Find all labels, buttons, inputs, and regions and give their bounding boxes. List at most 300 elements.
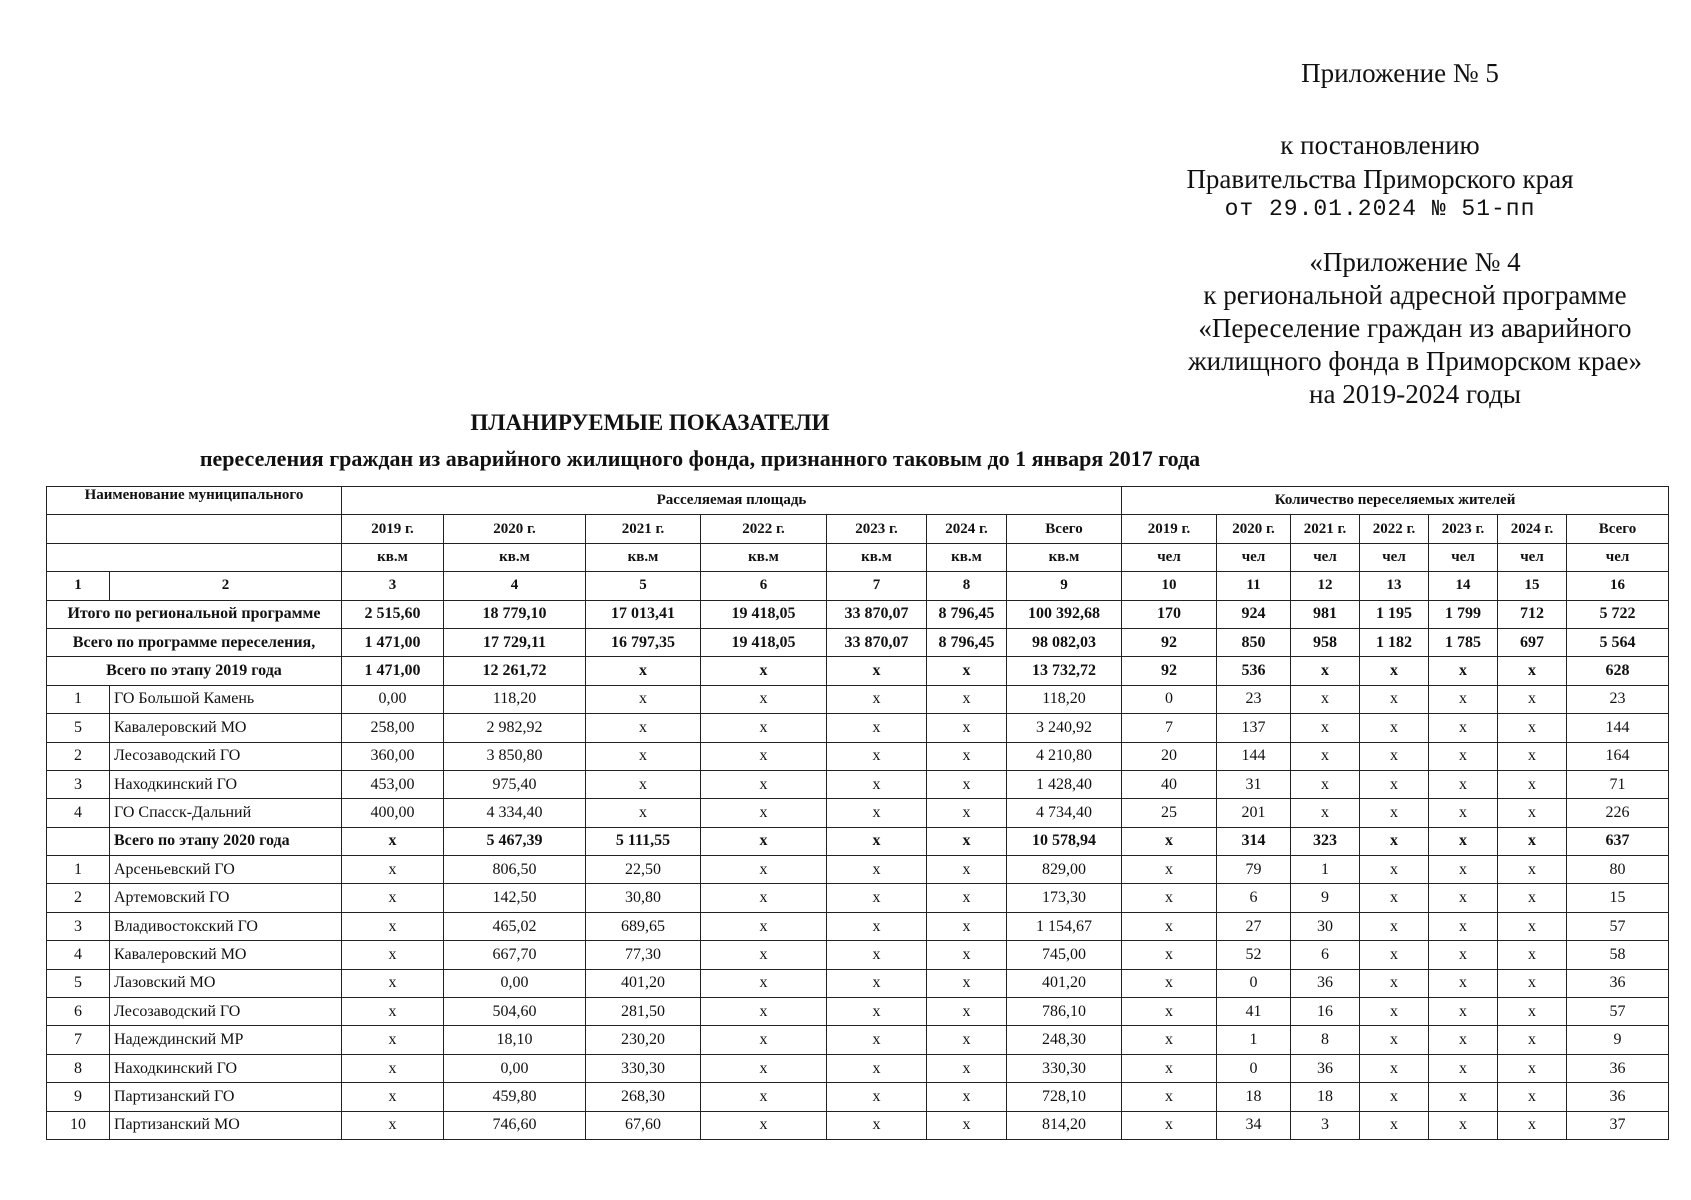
row-number-cell: 3 <box>47 912 110 940</box>
value-cell: х <box>1122 1083 1217 1111</box>
value-cell: х <box>342 1026 444 1054</box>
summary-value-cell: 16 797,35 <box>586 628 701 656</box>
value-cell: 1 154,67 <box>1007 912 1122 940</box>
value-cell: х <box>586 742 701 770</box>
header-empty-cell <box>47 515 342 543</box>
value-cell: х <box>701 969 827 997</box>
value-cell: х <box>1429 742 1498 770</box>
value-cell: 975,40 <box>444 770 586 798</box>
value-cell: 281,50 <box>586 998 701 1026</box>
value-cell: 77,30 <box>586 941 701 969</box>
row-number-cell: 5 <box>47 714 110 742</box>
municipality-name-cell: Лазовский МО <box>110 969 342 997</box>
municipality-name-cell: Находкинский ГО <box>110 1054 342 1082</box>
municipality-name-cell: ГО Спасск-Дальний <box>110 799 342 827</box>
row-number-cell: 3 <box>47 770 110 798</box>
value-cell: 15 <box>1567 884 1669 912</box>
column-number-cell: 6 <box>701 572 827 600</box>
summary-row <box>47 628 1669 656</box>
header-unit-cell: чел <box>1567 543 1669 571</box>
value-cell: х <box>827 1054 927 1082</box>
value-cell: х <box>701 827 827 855</box>
value-cell: х <box>1122 998 1217 1026</box>
annex-number: Приложение № 5 <box>1301 58 1499 88</box>
value-cell: 226 <box>1567 799 1669 827</box>
value-cell: 173,30 <box>1007 884 1122 912</box>
summary-value-cell: 2 515,60 <box>342 600 444 628</box>
summary-value-cell: 981 <box>1291 600 1360 628</box>
value-cell: 16 <box>1291 998 1360 1026</box>
summary-value-cell: 13 732,72 <box>1007 657 1122 685</box>
value-cell: х <box>701 884 827 912</box>
row-number-cell: 2 <box>47 742 110 770</box>
header-unit-cell: чел <box>1291 543 1360 571</box>
summary-value-cell: 5 564 <box>1567 628 1669 656</box>
summary-value-cell: 1 785 <box>1429 628 1498 656</box>
value-cell: 164 <box>1567 742 1669 770</box>
header-year-cell: Всего <box>1007 515 1122 543</box>
value-cell: х <box>701 856 827 884</box>
value-cell: х <box>1360 998 1429 1026</box>
table-row <box>47 1026 1669 1054</box>
column-number-cell: 7 <box>827 572 927 600</box>
value-cell: х <box>342 827 444 855</box>
value-cell: 0,00 <box>342 685 444 713</box>
value-cell: 459,80 <box>444 1083 586 1111</box>
header-row-years <box>47 515 1669 543</box>
value-cell: х <box>1291 742 1360 770</box>
column-number-cell: 9 <box>1007 572 1122 600</box>
value-cell: х <box>1429 1111 1498 1139</box>
row-number-cell: 4 <box>47 941 110 969</box>
summary-value-cell: 170 <box>1122 600 1217 628</box>
value-cell: 314 <box>1217 827 1291 855</box>
summary-value-cell: 98 082,03 <box>1007 628 1122 656</box>
table-row <box>47 742 1669 770</box>
summary-value-cell: х <box>1498 657 1567 685</box>
value-cell: х <box>927 912 1007 940</box>
value-cell: 52 <box>1217 941 1291 969</box>
column-number-cell: 13 <box>1360 572 1429 600</box>
value-cell: 230,20 <box>586 1026 701 1054</box>
value-cell: х <box>1122 912 1217 940</box>
value-cell: х <box>827 941 927 969</box>
municipality-name-cell: Кавалеровский МО <box>110 941 342 969</box>
summary-value-cell: 17 729,11 <box>444 628 586 656</box>
value-cell: х <box>927 827 1007 855</box>
value-cell: 728,10 <box>1007 1083 1122 1111</box>
summary-value-cell: 18 779,10 <box>444 600 586 628</box>
value-cell: х <box>927 856 1007 884</box>
value-cell: 330,30 <box>586 1054 701 1082</box>
summary-value-cell: х <box>927 657 1007 685</box>
value-cell: 9 <box>1291 884 1360 912</box>
value-cell: 30 <box>1291 912 1360 940</box>
value-cell: х <box>701 1026 827 1054</box>
header-municipality: Наименование муниципального <box>47 487 342 515</box>
summary-value-cell: х <box>1429 657 1498 685</box>
value-cell: х <box>701 998 827 1026</box>
column-number-cell: 14 <box>1429 572 1498 600</box>
header-row-groups <box>47 487 1669 515</box>
value-cell: х <box>1360 912 1429 940</box>
header-year-cell: 2020 г. <box>444 515 586 543</box>
value-cell: х <box>1498 714 1567 742</box>
value-cell: 1 428,40 <box>1007 770 1122 798</box>
value-cell: х <box>1360 884 1429 912</box>
value-cell: х <box>342 941 444 969</box>
header-people: Количество переселяемых жителей <box>1122 487 1669 515</box>
summary-value-cell: 33 870,07 <box>827 628 927 656</box>
document-title: ПЛАНИРУЕМЫЕ ПОКАЗАТЕЛИ <box>470 410 830 435</box>
value-cell: х <box>1498 1054 1567 1082</box>
summary-label-cell: Всего по этапу 2019 года <box>47 657 342 685</box>
column-number-cell: 4 <box>444 572 586 600</box>
value-cell: х <box>927 1026 1007 1054</box>
summary-value-cell: 5 722 <box>1567 600 1669 628</box>
value-cell: х <box>1360 941 1429 969</box>
value-cell: х <box>586 770 701 798</box>
value-cell: х <box>827 1083 927 1111</box>
header-year-cell: Всего <box>1567 515 1669 543</box>
value-cell: х <box>827 998 927 1026</box>
value-cell: 22,50 <box>586 856 701 884</box>
stage-label-cell: Всего по этапу 2020 года <box>110 827 342 855</box>
row-number-cell: 1 <box>47 685 110 713</box>
value-cell: 25 <box>1122 799 1217 827</box>
value-cell: 0,00 <box>444 1054 586 1082</box>
summary-value-cell: 12 261,72 <box>444 657 586 685</box>
value-cell: 118,20 <box>1007 685 1122 713</box>
summary-value-cell: 8 796,45 <box>927 628 1007 656</box>
municipality-name-cell: Партизанский ГО <box>110 1083 342 1111</box>
summary-value-cell: 697 <box>1498 628 1567 656</box>
value-cell: 3 850,80 <box>444 742 586 770</box>
value-cell: х <box>701 685 827 713</box>
value-cell: 118,20 <box>444 685 586 713</box>
value-cell: 330,30 <box>1007 1054 1122 1082</box>
row-number-cell: 4 <box>47 799 110 827</box>
header-unit-cell: кв.м <box>827 543 927 571</box>
value-cell: х <box>1429 969 1498 997</box>
header-year-cell: 2022 г. <box>701 515 827 543</box>
header-unit-cell: кв.м <box>1007 543 1122 571</box>
value-cell: 9 <box>1567 1026 1669 1054</box>
value-cell: 268,30 <box>586 1083 701 1111</box>
value-cell: х <box>927 1111 1007 1139</box>
value-cell: 34 <box>1217 1111 1291 1139</box>
value-cell: х <box>1291 685 1360 713</box>
header-row-units <box>47 543 1669 571</box>
value-cell: х <box>1122 1111 1217 1139</box>
annex4-line-5: на 2019-2024 годы <box>1309 379 1521 409</box>
value-cell: х <box>701 770 827 798</box>
table-row <box>47 969 1669 997</box>
column-number-cell: 3 <box>342 572 444 600</box>
value-cell: 36 <box>1567 1054 1669 1082</box>
municipality-name-cell: ГО Большой Камень <box>110 685 342 713</box>
summary-value-cell: 100 392,68 <box>1007 600 1122 628</box>
value-cell: х <box>1498 1083 1567 1111</box>
value-cell: 8 <box>1291 1026 1360 1054</box>
value-cell: х <box>1360 799 1429 827</box>
summary-value-cell: 33 870,07 <box>827 600 927 628</box>
value-cell: 0 <box>1217 1054 1291 1082</box>
value-cell: х <box>1498 969 1567 997</box>
header-unit-cell: чел <box>1429 543 1498 571</box>
value-cell: 401,20 <box>1007 969 1122 997</box>
summary-value-cell: 1 471,00 <box>342 628 444 656</box>
summary-value-cell: х <box>1360 657 1429 685</box>
column-number-cell: 2 <box>110 572 342 600</box>
row-number-cell: 8 <box>47 1054 110 1082</box>
value-cell: х <box>827 714 927 742</box>
table-row <box>47 884 1669 912</box>
row-number-cell: 5 <box>47 969 110 997</box>
header-unit-cell: чел <box>1360 543 1429 571</box>
value-cell: 36 <box>1567 969 1669 997</box>
header-unit-cell: чел <box>1122 543 1217 571</box>
row-number-cell: 1 <box>47 856 110 884</box>
header-row-column-numbers <box>47 572 1669 600</box>
row-number-cell: 7 <box>47 1026 110 1054</box>
column-number-cell: 12 <box>1291 572 1360 600</box>
value-cell: х <box>1429 827 1498 855</box>
value-cell: х <box>1498 799 1567 827</box>
value-cell: 144 <box>1217 742 1291 770</box>
summary-row <box>47 657 1669 685</box>
summary-value-cell: х <box>827 657 927 685</box>
row-number-cell: 10 <box>47 1111 110 1139</box>
value-cell: х <box>827 827 927 855</box>
municipality-name-cell: Артемовский ГО <box>110 884 342 912</box>
value-cell: 37 <box>1567 1111 1669 1139</box>
value-cell: 360,00 <box>342 742 444 770</box>
value-cell: х <box>927 941 1007 969</box>
document-subtitle: переселения граждан из аварийного жилищного фонда, признанного таковым до 1 января 2017 года <box>199 446 1201 471</box>
summary-value-cell: 1 182 <box>1360 628 1429 656</box>
row-number-cell: 2 <box>47 884 110 912</box>
value-cell: х <box>701 1083 827 1111</box>
value-cell: х <box>701 742 827 770</box>
value-cell: х <box>1360 742 1429 770</box>
value-cell: х <box>1429 884 1498 912</box>
value-cell: х <box>1498 856 1567 884</box>
value-cell: х <box>586 685 701 713</box>
value-cell: 400,00 <box>342 799 444 827</box>
table-row <box>47 998 1669 1026</box>
municipality-name-cell: Лесозаводский ГО <box>110 998 342 1026</box>
value-cell: х <box>1360 827 1429 855</box>
summary-label-cell: Всего по программе переселения, <box>47 628 342 656</box>
summary-value-cell: 1 195 <box>1360 600 1429 628</box>
header-year-cell: 2021 г. <box>586 515 701 543</box>
value-cell: х <box>927 685 1007 713</box>
value-cell: 137 <box>1217 714 1291 742</box>
value-cell: х <box>1498 1111 1567 1139</box>
value-cell: 829,00 <box>1007 856 1122 884</box>
value-cell: х <box>927 799 1007 827</box>
value-cell: 806,50 <box>444 856 586 884</box>
table-row <box>47 1111 1669 1139</box>
value-cell: 1 <box>1217 1026 1291 1054</box>
value-cell: 258,00 <box>342 714 444 742</box>
value-cell: х <box>1429 998 1498 1026</box>
value-cell: х <box>1122 941 1217 969</box>
value-cell: х <box>1122 827 1217 855</box>
value-cell: х <box>1360 714 1429 742</box>
annex4-line-4: жилищного фонда в Приморском крае» <box>1187 346 1642 376</box>
value-cell: х <box>1291 714 1360 742</box>
planned-indicators-table <box>46 486 1669 1140</box>
header-year-cell: 2024 г. <box>927 515 1007 543</box>
value-cell: х <box>342 1083 444 1111</box>
value-cell: х <box>701 1111 827 1139</box>
value-cell: х <box>1498 998 1567 1026</box>
value-cell: 465,02 <box>444 912 586 940</box>
value-cell: х <box>342 856 444 884</box>
header-year-cell: 2022 г. <box>1360 515 1429 543</box>
value-cell: х <box>1498 742 1567 770</box>
table-row <box>47 1083 1669 1111</box>
value-cell: х <box>1429 1083 1498 1111</box>
value-cell: х <box>827 770 927 798</box>
table-row <box>47 912 1669 940</box>
value-cell: х <box>1291 770 1360 798</box>
row-number-cell <box>47 827 110 855</box>
value-cell: х <box>342 1111 444 1139</box>
value-cell: 6 <box>1291 941 1360 969</box>
stage-2020-total-row <box>47 827 1669 855</box>
value-cell: х <box>1498 941 1567 969</box>
value-cell: х <box>927 969 1007 997</box>
row-number-cell: 6 <box>47 998 110 1026</box>
value-cell: 36 <box>1291 969 1360 997</box>
header-year-cell: 2021 г. <box>1291 515 1360 543</box>
value-cell: 30,80 <box>586 884 701 912</box>
value-cell: 201 <box>1217 799 1291 827</box>
annex4-line-3: «Переселение граждан из аварийного <box>1198 313 1632 343</box>
summary-value-cell: 92 <box>1122 657 1217 685</box>
summary-value-cell: 19 418,05 <box>701 600 827 628</box>
row-number-cell: 9 <box>47 1083 110 1111</box>
value-cell: х <box>1122 856 1217 884</box>
value-cell: х <box>1360 1054 1429 1082</box>
value-cell: х <box>1429 1054 1498 1082</box>
header-empty-cell <box>47 543 342 571</box>
value-cell: 23 <box>1567 685 1669 713</box>
value-cell: х <box>1122 1026 1217 1054</box>
value-cell: х <box>342 969 444 997</box>
value-cell: 667,70 <box>444 941 586 969</box>
value-cell: х <box>1498 827 1567 855</box>
value-cell: 80 <box>1567 856 1669 884</box>
value-cell: х <box>827 969 927 997</box>
value-cell: 745,00 <box>1007 941 1122 969</box>
value-cell: х <box>927 714 1007 742</box>
value-cell: х <box>1429 799 1498 827</box>
value-cell: 18 <box>1291 1083 1360 1111</box>
value-cell: 6 <box>1217 884 1291 912</box>
summary-value-cell: 17 013,41 <box>586 600 701 628</box>
value-cell: х <box>1498 884 1567 912</box>
value-cell: 746,60 <box>444 1111 586 1139</box>
value-cell: х <box>1122 1054 1217 1082</box>
table-row <box>47 856 1669 884</box>
decree-line-2: Правительства Приморского края <box>1186 164 1574 194</box>
municipality-name-cell: Партизанский МО <box>110 1111 342 1139</box>
table-row <box>47 941 1669 969</box>
value-cell: 453,00 <box>342 770 444 798</box>
value-cell: х <box>827 856 927 884</box>
value-cell: 637 <box>1567 827 1669 855</box>
value-cell: х <box>927 884 1007 912</box>
value-cell: 4 210,80 <box>1007 742 1122 770</box>
value-cell: х <box>1498 685 1567 713</box>
value-cell: х <box>701 1054 827 1082</box>
header-year-cell: 2023 г. <box>827 515 927 543</box>
value-cell: х <box>1360 1111 1429 1139</box>
header-area: Расселяемая площадь <box>342 487 1122 515</box>
municipality-name-cell: Надеждинский МР <box>110 1026 342 1054</box>
header-unit-cell: кв.м <box>701 543 827 571</box>
header-year-cell: 2024 г. <box>1498 515 1567 543</box>
value-cell: 36 <box>1291 1054 1360 1082</box>
value-cell: 142,50 <box>444 884 586 912</box>
decree-line-1: к постановлению <box>1280 130 1480 160</box>
value-cell: х <box>1429 770 1498 798</box>
value-cell: х <box>1360 969 1429 997</box>
decree-date-number: от 29.01.2024 № 51-пп <box>1224 196 1536 222</box>
value-cell: х <box>701 941 827 969</box>
value-cell: 504,60 <box>444 998 586 1026</box>
summary-value-cell: 850 <box>1217 628 1291 656</box>
column-number-cell: 16 <box>1567 572 1669 600</box>
value-cell: 786,10 <box>1007 998 1122 1026</box>
program-annex-reference <box>1155 246 1675 411</box>
value-cell: 3 <box>1291 1111 1360 1139</box>
table-row <box>47 685 1669 713</box>
value-cell: х <box>827 912 927 940</box>
value-cell: х <box>827 1026 927 1054</box>
summary-label-cell: Итого по региональной программе <box>47 600 342 628</box>
value-cell: х <box>1122 969 1217 997</box>
value-cell: х <box>1291 799 1360 827</box>
value-cell: х <box>1429 714 1498 742</box>
value-cell: 79 <box>1217 856 1291 884</box>
value-cell: 323 <box>1291 827 1360 855</box>
value-cell: х <box>1360 685 1429 713</box>
value-cell: 67,60 <box>586 1111 701 1139</box>
value-cell: 689,65 <box>586 912 701 940</box>
value-cell: х <box>1360 770 1429 798</box>
value-cell: х <box>1429 685 1498 713</box>
summary-value-cell: 924 <box>1217 600 1291 628</box>
column-number-cell: 5 <box>586 572 701 600</box>
annex4-line-1: «Приложение № 4 <box>1309 247 1521 277</box>
value-cell: х <box>701 912 827 940</box>
header-unit-cell: кв.м <box>342 543 444 571</box>
summary-value-cell: 1 471,00 <box>342 657 444 685</box>
value-cell: 10 578,94 <box>1007 827 1122 855</box>
value-cell: х <box>342 912 444 940</box>
value-cell: х <box>586 799 701 827</box>
value-cell: 71 <box>1567 770 1669 798</box>
value-cell: х <box>927 770 1007 798</box>
header-year-cell: 2020 г. <box>1217 515 1291 543</box>
value-cell: 41 <box>1217 998 1291 1026</box>
value-cell: х <box>586 714 701 742</box>
